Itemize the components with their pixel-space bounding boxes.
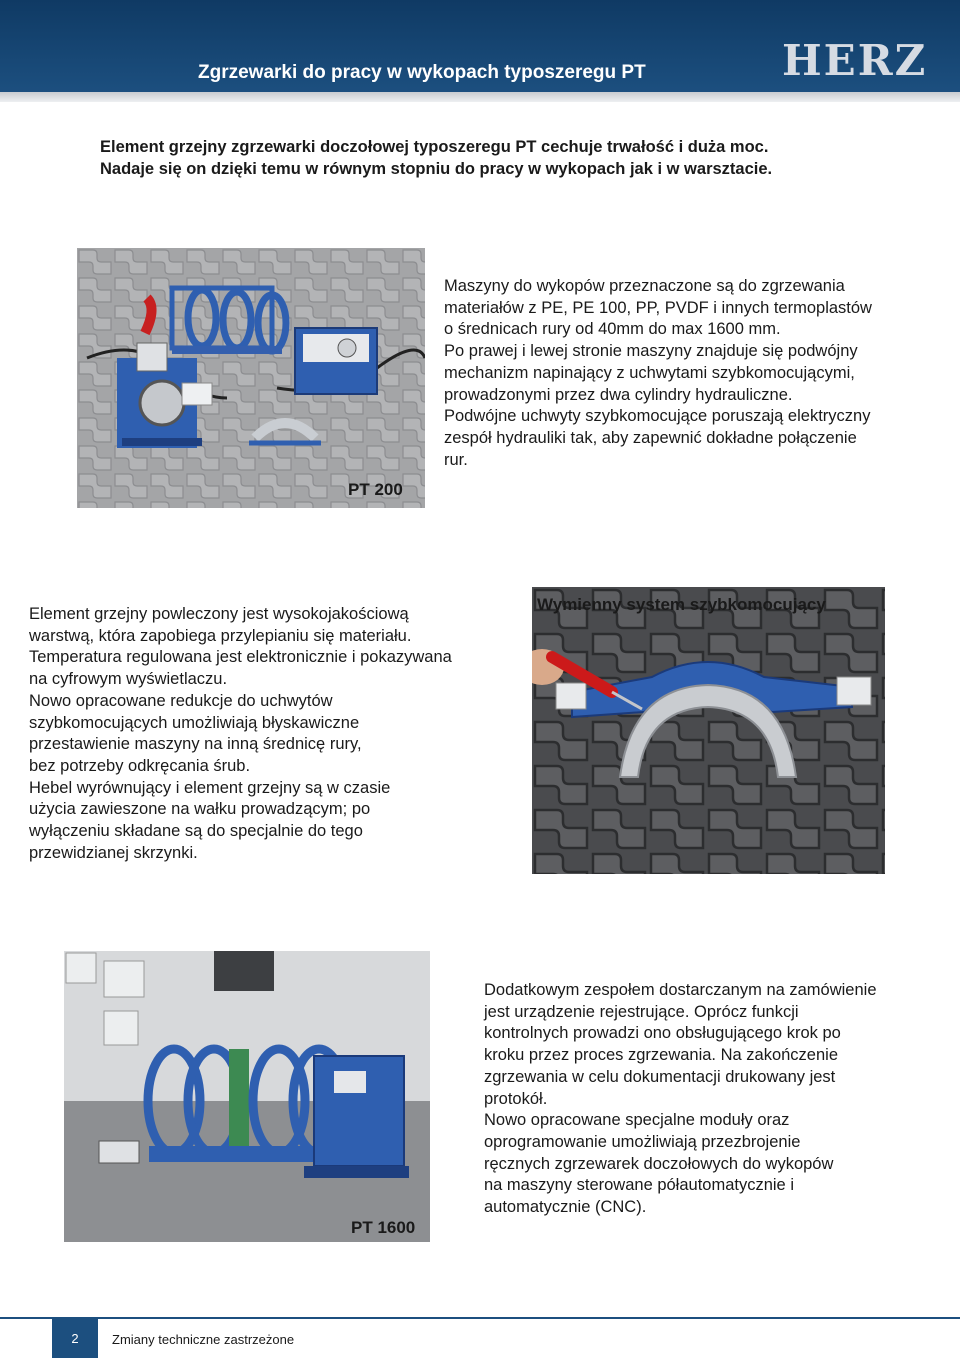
pt1600-label: PT 1600 — [351, 1218, 416, 1237]
text-line: na cyfrowym wyświetlaczu. — [29, 670, 228, 689]
text-line: Nowo opracowane specjalne moduły oraz — [484, 1111, 790, 1130]
herz-logo — [782, 36, 928, 85]
text-line: Podwójne uchwyty szybkomocujące poruszają elektryczny — [444, 407, 871, 426]
page-number: 2 — [52, 1319, 98, 1358]
text-line: przestawienie maszyny na inną średnicę rury, — [29, 735, 362, 754]
intro-paragraph — [100, 136, 920, 180]
header-divider — [0, 92, 960, 102]
text-line: automatycznie (CNC). — [484, 1198, 647, 1217]
text-line: o średnicach rury od 40mm do max 1600 mm. — [444, 320, 781, 339]
text-line: na maszyny sterowane półautomatycznie i — [484, 1176, 794, 1195]
footer-divider — [0, 1317, 960, 1319]
text-line: bez potrzeby odkręcania śrub. — [29, 756, 251, 775]
text-line: przewidzianej skrzynki. — [29, 843, 198, 862]
text-line: użycia zawieszone na wałku prowadzącym; po — [29, 800, 371, 819]
text-line: szybkomocujących umożliwiają błyskawiczne — [29, 713, 360, 732]
intro-line: Nadaje się on dzięki temu w równym stopniu do pracy w wykopach jak i w warsztacie. — [100, 160, 773, 178]
text-line: ręcznych zgrzewarek doczołowych do wykopów — [484, 1154, 834, 1173]
pt200-label: PT 200 — [348, 480, 403, 499]
text-line: protokół. — [484, 1089, 548, 1108]
text-line: materiałów z PE, PE 100, PP, PVDF i innych termoplastów — [444, 298, 872, 317]
text-line: zgrzewania w celu dokumentacji drukowany jest — [484, 1067, 836, 1086]
text-line: wyłączeniu składane są do specjalnie do tego — [29, 822, 363, 841]
section3-text — [484, 980, 954, 1219]
footer-note: Zmiany techniczne zastrzeżone — [112, 1332, 295, 1347]
section1-text — [444, 276, 949, 471]
text-line: prowadzonymi przez dwa cylindry hydrauliczne. — [444, 385, 793, 404]
text-line: Hebel wyrównujący i element grzejny są w czasie — [29, 778, 391, 797]
clamp-system-label: Wymienny system szybkomocujący — [537, 595, 826, 614]
logo-text: HERZ — [782, 36, 928, 85]
text-line: Nowo opracowane redukcje do uchwytów — [29, 691, 333, 710]
text-line: Temperatura regulowana jest elektronicznie i pokazywana — [29, 648, 452, 667]
text-line: kontrolnych prowadzi ono obsługującego krok po — [484, 1024, 841, 1043]
text-line: Po prawej i lewej stronie maszyny znajduje się podwójny — [444, 342, 858, 361]
text-line: Dodatkowym zespołem dostarczanym na zamówienie — [484, 981, 877, 999]
section2-text — [29, 604, 529, 864]
text-line: Maszyny do wykopów przeznaczone są do zgrzewania — [444, 277, 845, 295]
text-line: Element grzejny powleczony jest wysokojakościową — [29, 605, 409, 623]
text-line: zespół hydrauliki tak, aby zapewnić dokładne połączenie — [444, 428, 857, 447]
text-line: mechanizm napinający z uchwytami szybkomocującymi, — [444, 363, 855, 382]
text-line: jest urządzenie rejestrujące. Oprócz funkcji — [484, 1002, 799, 1021]
text-line: warstwą, która zapobiega przylepianiu się materiału. — [29, 626, 412, 645]
clamp-system-photo — [532, 587, 885, 874]
pt1600-photo — [64, 951, 430, 1242]
text-line: rur. — [444, 450, 468, 469]
pt200-photo — [77, 248, 425, 508]
text-line: kroku przez proces zgrzewania. Na zakończenie — [484, 1046, 839, 1065]
intro-line: Element grzejny zgrzewarki doczołowej typoszeregu PT cechuje trwałość i duża moc. — [100, 138, 769, 156]
page-title: Zgrzewarki do pracy w wykopach typoszeregu PT — [198, 62, 646, 83]
text-line: oprogramowanie umożliwiają przezbrojenie — [484, 1132, 801, 1151]
